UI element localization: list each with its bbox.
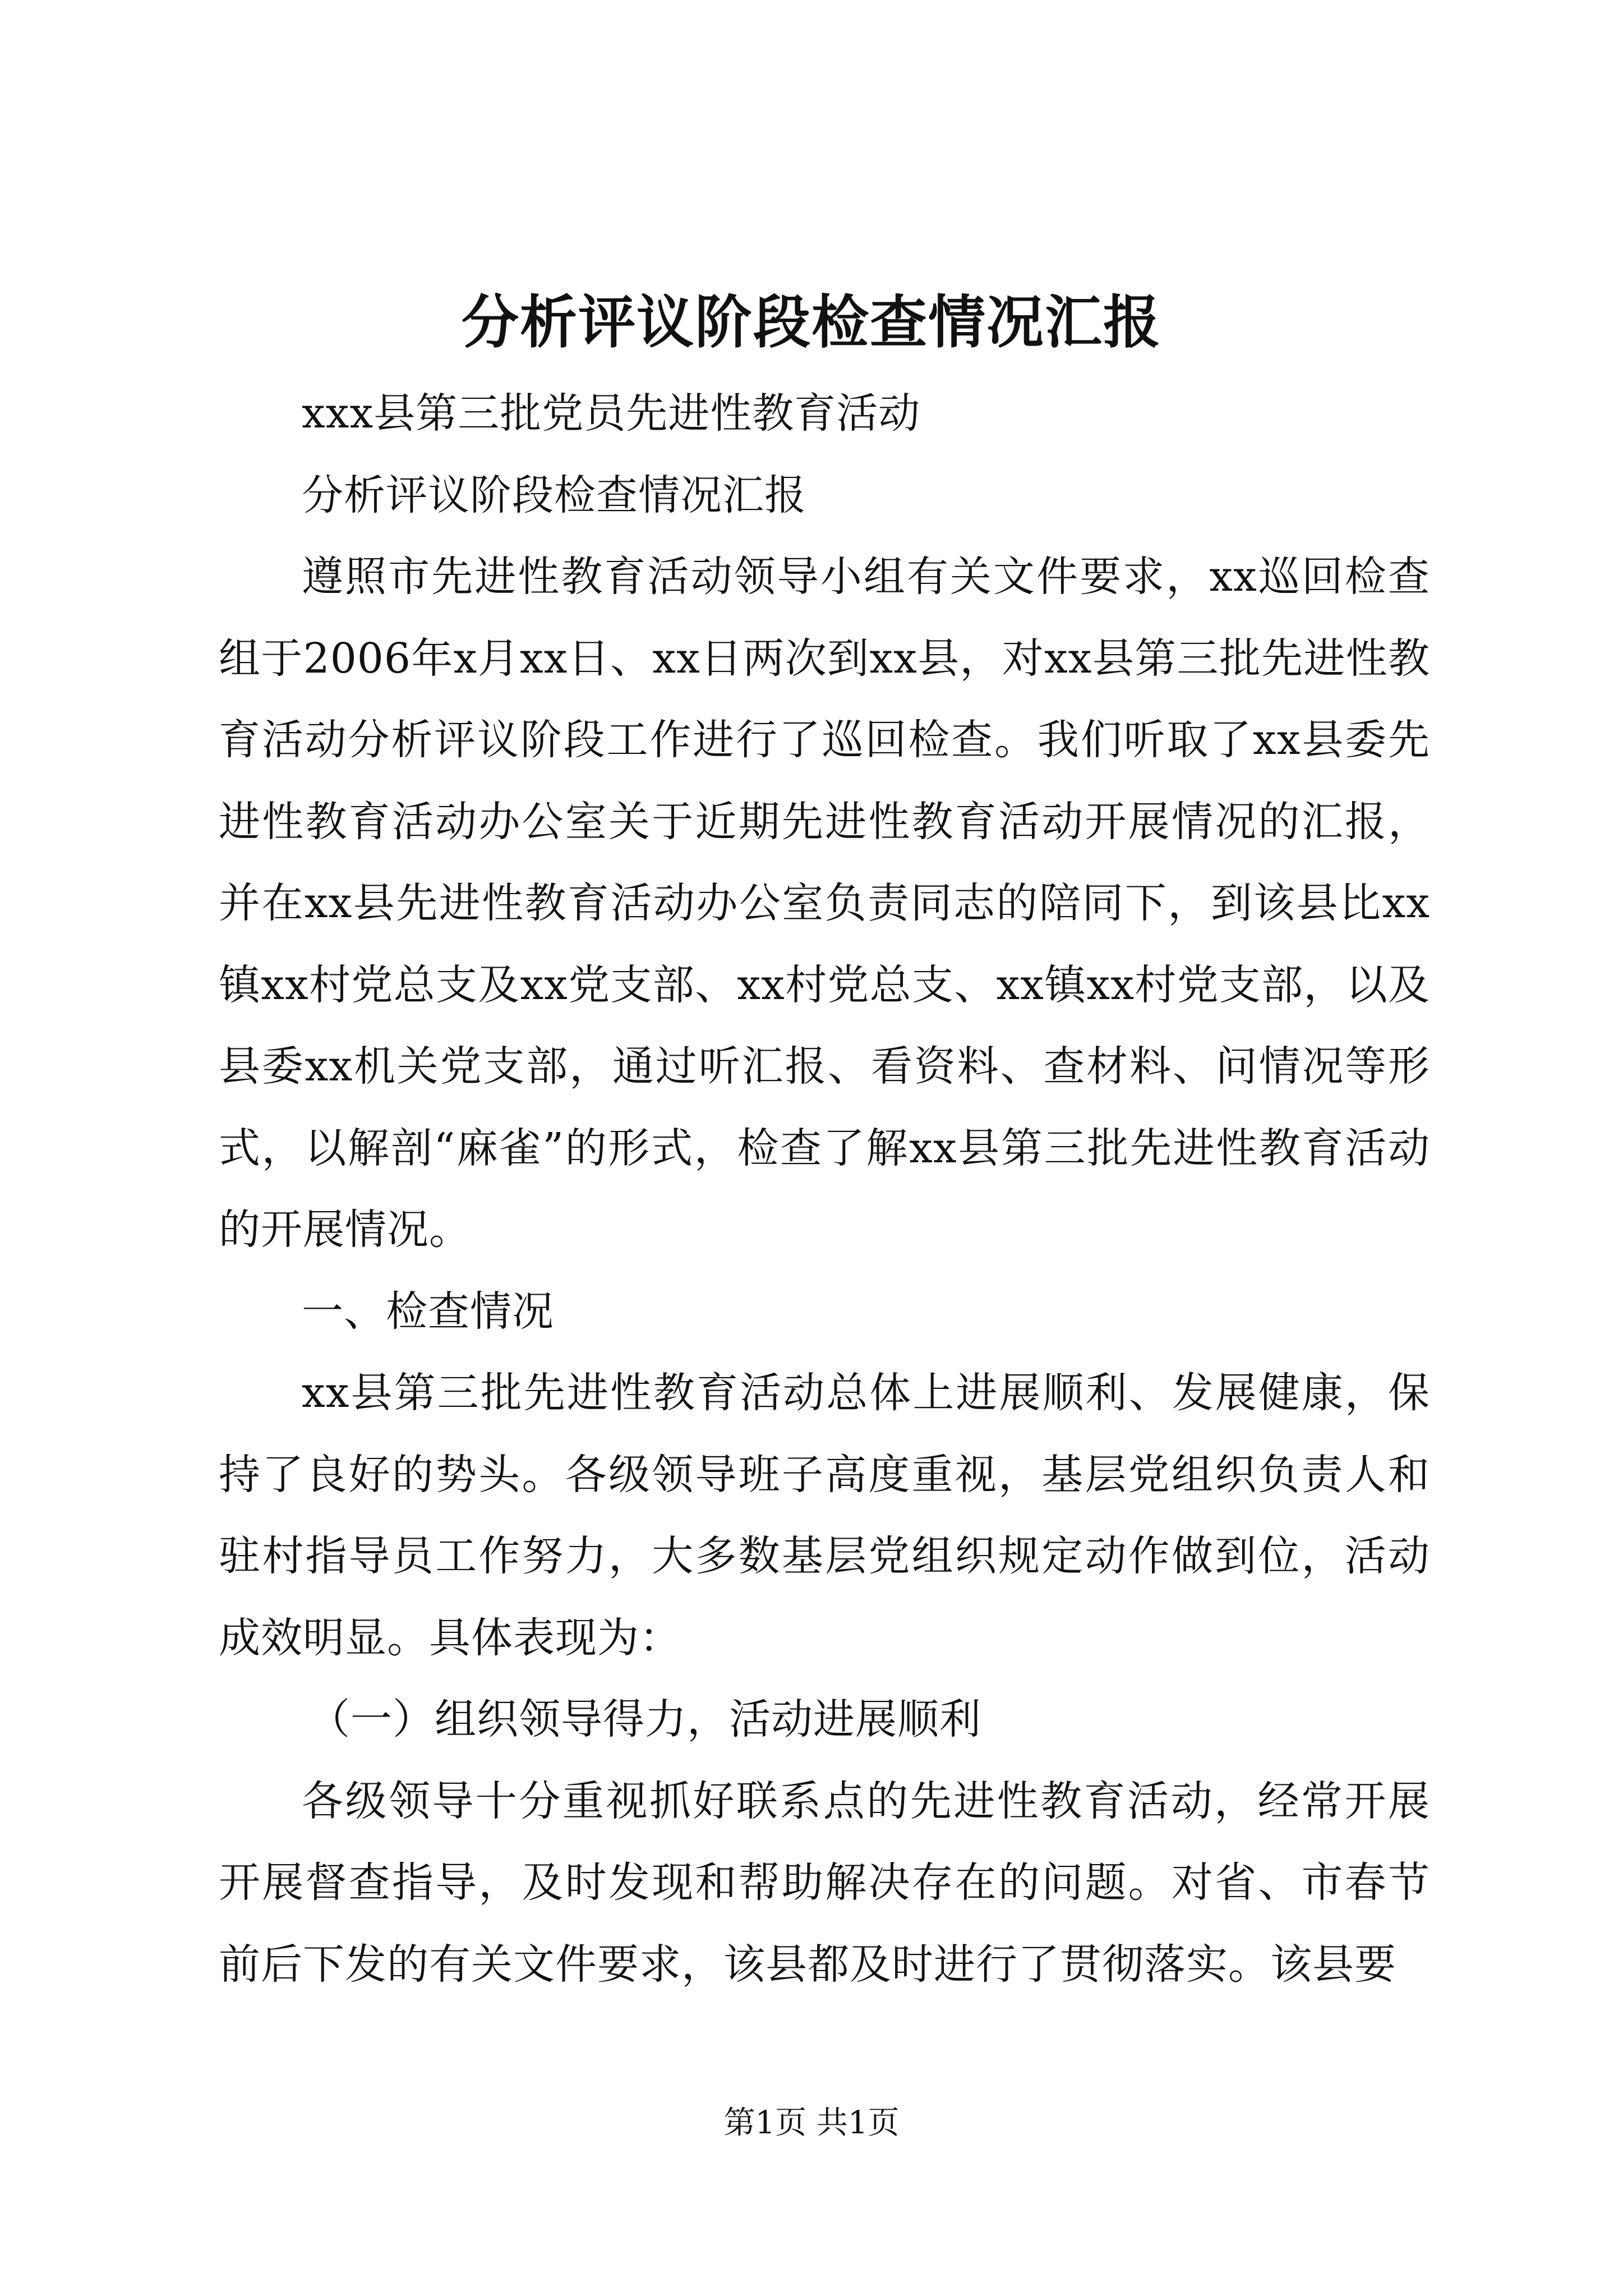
paragraph-overview: xx县第三批先进性教育活动总体上进展顺利、发展健康，保持了良好的势头。各级领导班子高度重视，基层党组织负责人和驻村指导员工作努力，大多数基层党组织规定动作做到位，活动成效明显。具体表现为： — [219, 1369, 1430, 1662]
document-title: 分析评议阶段检查情况汇报 — [462, 289, 1161, 356]
page-footer: 第1页 共1页 — [723, 2105, 900, 2141]
section-heading-inspection: 一、检查情况 — [302, 1287, 554, 1336]
paragraph-subtitle-line-1: xxx县第三批党员先进性教育活动 — [302, 389, 921, 438]
paragraph-leadership: 各级领导十分重视抓好联系点的先进性教育活动，经常开展开展督查指导，及时发现和帮助解决存在的问题。对省、市春节前后下发的有关文件要求，该县都及时进行了贯彻落实。该县要 — [219, 1777, 1430, 1989]
document-body — [219, 373, 1430, 2005]
paragraph-subtitle-line-2: 分析评议阶段检查情况汇报 — [302, 471, 806, 519]
paragraph-intro: 遵照市先进性教育活动领导小组有关文件要求，xx巡回检查组于2006年x月xx日、xx日两次到xx县，对xx县第三批先进性教育活动分析评议阶段工作进行了巡回检查。我们听取了xx县委先进性教育活动办公室关于近期先进性教育活动开展情况的汇报，并在xx县先进性教育活动办公室负责同志的陪同下，到该县比xx镇xx村党总支及xx党支部、xx村党总支、xx镇xx村党支部，以及县委xx机关党支部，通过听汇报、看资料、查材料、问情况等形式，以解剖“麻雀”的形式，检查了解xx县第三批先进性教育活动的开展情况。 — [219, 553, 1430, 1254]
subsection-heading-leadership: （一）组织领导得力，活动进展顺利 — [308, 1695, 981, 1743]
